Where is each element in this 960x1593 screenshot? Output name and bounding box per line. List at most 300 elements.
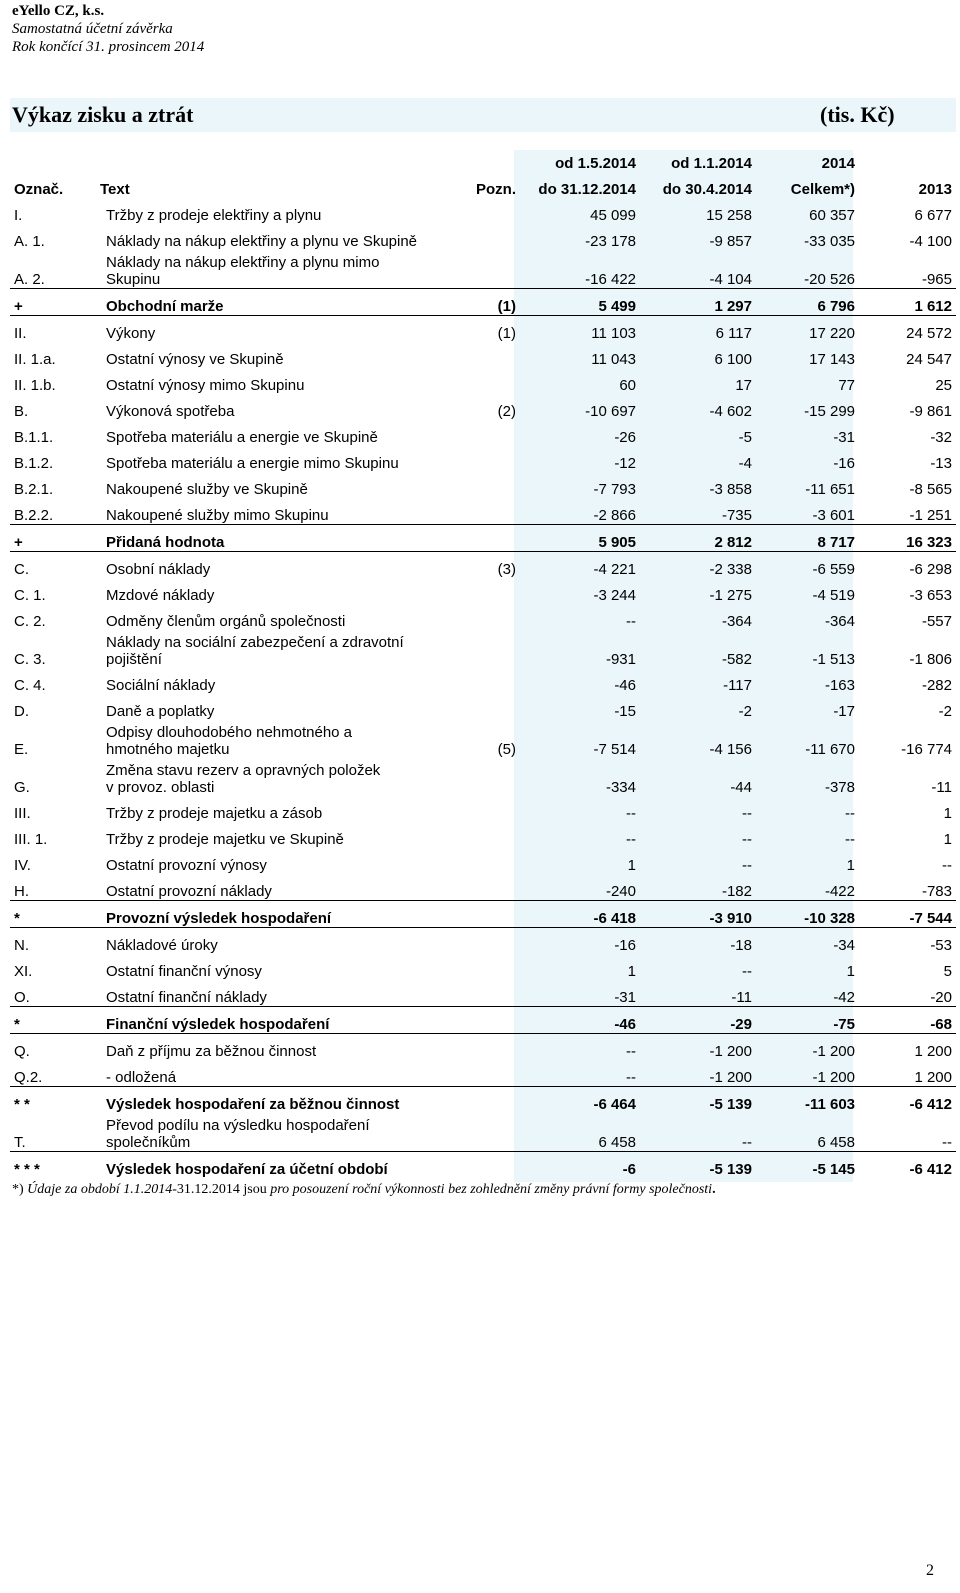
table-row xyxy=(10,1152,956,1179)
row-code: B. xyxy=(14,403,29,420)
row-text: Tržby z prodeje majetku a zásob xyxy=(106,805,323,822)
value-period1: -6 464 xyxy=(520,1087,640,1114)
row-note xyxy=(442,368,520,394)
value-2013: -7 544 xyxy=(859,901,956,928)
value-period1: 60 xyxy=(619,377,636,394)
value-period1: 11 043 xyxy=(591,351,636,368)
row-text: Sociální náklady xyxy=(106,677,216,694)
row-code: + xyxy=(10,525,96,552)
table-row xyxy=(10,1034,956,1061)
value-period1: 1 xyxy=(627,963,636,980)
row-text-line1: Náklady na nákup elektřiny a plynu mimo xyxy=(106,254,380,271)
row-text: Spotřeba materiálu a energie ve Skupině xyxy=(106,429,378,446)
row-code: * xyxy=(10,901,96,928)
row-text-line2: společníkům xyxy=(106,1134,191,1151)
row-code: H. xyxy=(14,883,29,900)
row-note xyxy=(442,342,520,368)
value-total-2014: 17 220 xyxy=(756,316,859,343)
row-code: B.2.2. xyxy=(14,507,54,524)
value-2013: 1 612 xyxy=(859,289,956,316)
row-code: E. xyxy=(14,741,29,758)
row-text: Mzdové náklady xyxy=(106,587,215,604)
row-code: B.2.1. xyxy=(14,481,54,498)
value-period1: -- xyxy=(626,831,636,848)
value-period2: -1 200 xyxy=(640,1034,756,1061)
value-period1: -931 xyxy=(605,651,636,668)
value-2013: 16 323 xyxy=(859,525,956,552)
row-code: Q.2. xyxy=(14,1069,43,1086)
value-period2: -1 275 xyxy=(709,587,752,604)
row-text: Finanční výsledek hospodaření xyxy=(96,1007,442,1034)
table-row xyxy=(10,1060,956,1087)
row-text: Daně a poplatky xyxy=(106,703,215,720)
value-period1: -12 xyxy=(614,455,636,472)
row-text-line1: Odpisy dlouhodobého nehmotného a xyxy=(106,724,353,741)
row-code: G. xyxy=(14,779,30,796)
value-period2: -1 200 xyxy=(709,1069,752,1086)
value-total-2014: -163 xyxy=(824,677,855,694)
value-2013: -6 412 xyxy=(859,1087,956,1114)
value-total-2014: -75 xyxy=(756,1007,859,1034)
value-period1: -4 221 xyxy=(520,552,640,579)
value-total-2014: 1 xyxy=(846,963,855,980)
value-period2: -- xyxy=(742,963,752,980)
row-code: D. xyxy=(14,703,29,720)
table-row xyxy=(10,446,956,472)
row-note xyxy=(442,250,520,289)
value-total-2014: -4 519 xyxy=(812,587,855,604)
row-text-line1: Převod podílu na výsledku hospodaření xyxy=(106,1117,370,1134)
row-code: B.1.1. xyxy=(14,429,54,446)
row-note: (3) xyxy=(442,552,520,579)
footnote-part3: pro posouzení roční výkonnosti bez zohlednění změny právní formy společnosti xyxy=(266,1182,713,1197)
row-text: Obchodní marže xyxy=(96,289,442,316)
table-row xyxy=(10,368,956,394)
row-text-line2: v provoz. oblasti xyxy=(106,779,215,796)
row-text-line1: Změna stavu rezerv a opravných položek xyxy=(106,762,381,779)
table-row xyxy=(10,498,956,525)
value-period2: 1 297 xyxy=(640,289,756,316)
row-code: III. 1. xyxy=(14,831,48,848)
value-total-2014: 6 796 xyxy=(756,289,859,316)
row-note xyxy=(442,1113,520,1152)
table-row xyxy=(10,822,956,848)
table-row xyxy=(10,224,956,250)
value-period1: -15 xyxy=(614,703,636,720)
value-2013: -6 412 xyxy=(859,1152,956,1179)
table-row xyxy=(10,472,956,498)
value-total-2014: -378 xyxy=(824,779,855,796)
value-period1: 45 099 xyxy=(590,207,636,224)
value-total-2014: 77 xyxy=(838,377,855,394)
row-note xyxy=(442,630,520,668)
row-text xyxy=(96,630,442,668)
value-period2: -2 338 xyxy=(640,552,756,579)
row-code: III. xyxy=(14,805,31,822)
column-header-row xyxy=(10,172,956,198)
row-note xyxy=(442,1087,520,1114)
page-number: 2 xyxy=(926,1562,934,1579)
table-row xyxy=(10,848,956,874)
row-text-line1: Náklady na sociální zabezpečení a zdravotní xyxy=(106,634,404,651)
row-text: Náklady na nákup elektřiny a plynu ve Skupině xyxy=(106,233,418,250)
value-period2: -- xyxy=(742,1134,752,1151)
value-period2: 15 258 xyxy=(706,207,752,224)
value-2013: -68 xyxy=(859,1007,956,1034)
value-2013: -32 xyxy=(930,429,952,446)
value-total-2014: -5 145 xyxy=(756,1152,859,1179)
row-text: Tržby z prodeje majetku ve Skupině xyxy=(106,831,344,848)
value-period2: -- xyxy=(742,805,752,822)
col-period2-top: od 1.1.2014 xyxy=(671,155,752,172)
row-note xyxy=(442,796,520,822)
value-total-2014: -364 xyxy=(824,613,855,630)
row-text: Tržby z prodeje elektřiny a plynu xyxy=(106,207,322,224)
row-code: II. 1.b. xyxy=(14,377,56,394)
value-period1: -- xyxy=(626,1069,636,1086)
value-2013: -4 100 xyxy=(909,233,952,250)
table-row xyxy=(10,980,956,1007)
value-period1: -6 xyxy=(520,1152,640,1179)
value-period1: -2 866 xyxy=(593,507,636,524)
col-total-top: 2014 xyxy=(821,155,855,172)
row-text-line2: hmotného majetku xyxy=(106,741,230,758)
col-period1-bottom: do 31.12.2014 xyxy=(538,181,636,198)
row-text: Ostatní finanční výnosy xyxy=(106,963,262,980)
col-oznac: Označ. xyxy=(14,181,64,198)
value-2013: 1 xyxy=(943,805,952,822)
row-text: Odměny členům orgánů společnosti xyxy=(106,613,346,630)
table-row xyxy=(10,552,956,579)
value-period2: -4 xyxy=(738,455,752,472)
row-code: * xyxy=(10,1007,96,1034)
value-total-2014: 17 143 xyxy=(809,351,855,368)
value-period1: -16 xyxy=(520,928,640,955)
value-period2: -5 xyxy=(738,429,752,446)
row-code: Q. xyxy=(10,1034,96,1061)
value-period1: -- xyxy=(626,613,636,630)
row-note xyxy=(442,822,520,848)
value-total-2014: -11 670 xyxy=(805,741,855,758)
value-period1: 1 xyxy=(627,857,636,874)
row-text xyxy=(96,1113,442,1152)
row-code: N. xyxy=(10,928,96,955)
col-2013: 2013 xyxy=(918,181,952,198)
value-period1: -23 178 xyxy=(585,233,636,250)
value-2013: -- xyxy=(942,1134,952,1151)
value-period1: -46 xyxy=(520,1007,640,1034)
row-note xyxy=(442,1152,520,1179)
row-note xyxy=(442,694,520,720)
col-pozn: Pozn. xyxy=(476,181,516,198)
value-period1: -10 697 xyxy=(585,403,636,420)
value-total-2014: -1 200 xyxy=(812,1069,855,1086)
value-total-2014: -33 035 xyxy=(804,233,855,250)
row-code: C. 2. xyxy=(14,613,46,630)
row-text: Nakoupené služby mimo Skupinu xyxy=(106,507,329,524)
row-text-line2: Skupinu xyxy=(106,271,161,288)
value-2013: 6 677 xyxy=(914,207,952,224)
row-text: Výsledek hospodaření za běžnou činnost xyxy=(96,1087,442,1114)
row-text: Výkonová spotřeba xyxy=(106,403,235,420)
value-total-2014: -15 299 xyxy=(804,403,855,420)
table-row xyxy=(10,316,956,343)
table-row xyxy=(10,250,956,289)
table-row xyxy=(10,342,956,368)
row-text: Provozní výsledek hospodaření xyxy=(96,901,442,928)
row-code: B.1.2. xyxy=(14,455,54,472)
table-row xyxy=(10,954,956,980)
value-2013: -783 xyxy=(921,883,952,900)
row-text-line2: pojištění xyxy=(106,651,162,668)
value-2013: 1 200 xyxy=(914,1069,952,1086)
value-period2: -364 xyxy=(721,613,752,630)
value-total-2014: 6 458 xyxy=(817,1134,855,1151)
table-row xyxy=(10,578,956,604)
value-total-2014: -- xyxy=(845,805,855,822)
value-2013: -6 298 xyxy=(859,552,956,579)
value-2013: 1 xyxy=(943,831,952,848)
col-period1-top: od 1.5.2014 xyxy=(555,155,636,172)
row-note xyxy=(442,1034,520,1061)
table-row xyxy=(10,874,956,901)
value-2013: -20 xyxy=(930,989,952,1006)
row-text xyxy=(96,758,442,796)
value-total-2014: -17 xyxy=(833,703,855,720)
company-name: eYello CZ, k.s. xyxy=(12,3,105,19)
table-row xyxy=(10,394,956,420)
value-period1: -334 xyxy=(605,779,636,796)
row-text: Daň z příjmu za běžnou činnost xyxy=(96,1034,442,1061)
table-row xyxy=(10,289,956,316)
value-period2: -5 139 xyxy=(640,1152,756,1179)
value-period1: -16 422 xyxy=(585,271,636,288)
value-2013: -557 xyxy=(921,613,952,630)
value-period2: 6 100 xyxy=(714,351,752,368)
row-note xyxy=(442,224,520,250)
row-note xyxy=(442,578,520,604)
value-total-2014: -42 xyxy=(833,989,855,1006)
row-text: Nákladové úroky xyxy=(96,928,442,955)
row-note xyxy=(442,848,520,874)
value-period1: 6 458 xyxy=(598,1134,636,1151)
unit-label: (tis. Kč) xyxy=(820,102,895,127)
value-period1: -- xyxy=(520,1034,640,1061)
row-note xyxy=(442,874,520,901)
row-note: (2) xyxy=(497,403,516,420)
value-total-2014: -3 601 xyxy=(812,507,855,524)
value-2013: 24 572 xyxy=(859,316,956,343)
row-text: Ostatní výnosy ve Skupině xyxy=(106,351,284,368)
col-period2-bottom: do 30.4.2014 xyxy=(662,181,752,198)
value-2013: -53 xyxy=(859,928,956,955)
row-text: Ostatní provozní náklady xyxy=(106,883,272,900)
table-row xyxy=(10,796,956,822)
row-text xyxy=(96,250,442,289)
value-period2: -4 156 xyxy=(709,741,752,758)
value-period2: -5 139 xyxy=(640,1087,756,1114)
table-row xyxy=(10,630,956,668)
value-period2: -117 xyxy=(723,677,752,694)
row-code: A. 1. xyxy=(14,233,45,250)
value-period1: 5 905 xyxy=(520,525,640,552)
row-text xyxy=(96,720,442,758)
value-total-2014: 60 357 xyxy=(809,207,855,224)
value-total-2014: 8 717 xyxy=(756,525,859,552)
row-note xyxy=(442,525,520,552)
income-statement-table xyxy=(10,150,956,1178)
value-total-2014: -1 200 xyxy=(756,1034,859,1061)
row-note xyxy=(442,198,520,224)
value-period1: -- xyxy=(626,805,636,822)
value-total-2014: -1 513 xyxy=(812,651,855,668)
value-2013: 24 547 xyxy=(906,351,952,368)
footnote-part1: Údaje za období 1.1.2014 xyxy=(27,1182,173,1197)
report-name: Samostatná účetní závěrka xyxy=(12,21,173,37)
row-note xyxy=(442,954,520,980)
value-total-2014: -10 328 xyxy=(756,901,859,928)
row-code: C. xyxy=(10,552,96,579)
row-text: Přidaná hodnota xyxy=(96,525,442,552)
row-code: O. xyxy=(14,989,30,1006)
value-2013: -2 xyxy=(938,703,952,720)
column-header-row-top xyxy=(10,150,956,172)
row-text: Spotřeba materiálu a energie mimo Skupinu xyxy=(106,455,399,472)
row-note xyxy=(442,668,520,694)
row-text: Výkony xyxy=(96,316,442,343)
row-code: IV. xyxy=(14,857,31,874)
value-total-2014: -6 559 xyxy=(756,552,859,579)
value-2013: -965 xyxy=(921,271,952,288)
table-row xyxy=(10,1113,956,1152)
value-period2: -3 858 xyxy=(709,481,752,498)
value-2013: -1 251 xyxy=(909,507,952,524)
row-note xyxy=(442,758,520,796)
value-total-2014: -34 xyxy=(756,928,859,955)
row-code: * * * xyxy=(10,1152,96,1179)
col-total-bottom: Celkem*) xyxy=(790,181,855,198)
row-code: + xyxy=(10,289,96,316)
footnote xyxy=(12,1182,716,1198)
row-note xyxy=(442,446,520,472)
row-note xyxy=(442,604,520,630)
table-row xyxy=(10,420,956,446)
value-period2: -4 104 xyxy=(709,271,752,288)
value-period2: -182 xyxy=(721,883,752,900)
value-period1: -6 418 xyxy=(520,901,640,928)
value-period1: -31 xyxy=(614,989,636,1006)
row-text: Ostatní provozní výnosy xyxy=(106,857,267,874)
value-2013: -3 653 xyxy=(909,587,952,604)
footnote-mark: *) xyxy=(12,1182,28,1197)
value-2013: -11 xyxy=(931,779,952,796)
value-period2: -582 xyxy=(721,651,752,668)
row-note: (1) xyxy=(442,289,520,316)
table-row xyxy=(10,604,956,630)
value-period1: -240 xyxy=(605,883,636,900)
row-code: II. 1.a. xyxy=(14,351,56,368)
row-note xyxy=(442,1007,520,1034)
table-row xyxy=(10,525,956,552)
value-period2: -9 857 xyxy=(709,233,752,250)
value-period2: -3 910 xyxy=(640,901,756,928)
value-period1: -7 514 xyxy=(593,741,636,758)
value-period1: 11 103 xyxy=(520,316,640,343)
row-code: II. xyxy=(10,316,96,343)
row-note xyxy=(442,928,520,955)
value-2013: 1 200 xyxy=(859,1034,956,1061)
row-note xyxy=(442,980,520,1007)
value-2013: 5 xyxy=(943,963,952,980)
row-code: * * xyxy=(10,1087,96,1114)
row-note xyxy=(442,1060,520,1087)
value-2013: 25 xyxy=(935,377,952,394)
value-total-2014: -11 603 xyxy=(756,1087,859,1114)
value-period2: 2 812 xyxy=(640,525,756,552)
table-row xyxy=(10,1087,956,1114)
row-text: Ostatní výnosy mimo Skupinu xyxy=(106,377,305,394)
value-total-2014: -422 xyxy=(824,883,855,900)
value-2013: -282 xyxy=(921,677,952,694)
table-row xyxy=(10,720,956,758)
value-total-2014: -20 526 xyxy=(804,271,855,288)
row-note xyxy=(442,472,520,498)
value-total-2014: -16 xyxy=(833,455,855,472)
value-period2: 6 117 xyxy=(640,316,756,343)
value-period1: -46 xyxy=(614,677,636,694)
value-period2: -11 xyxy=(731,989,752,1006)
table-row xyxy=(10,668,956,694)
row-code: C. 1. xyxy=(14,587,46,604)
value-period2: -- xyxy=(742,857,752,874)
footnote-end: . xyxy=(712,1182,716,1197)
value-period2: -29 xyxy=(640,1007,756,1034)
value-period2: -18 xyxy=(640,928,756,955)
row-code: A. 2. xyxy=(14,271,45,288)
value-period2: -- xyxy=(742,831,752,848)
row-code: I. xyxy=(14,207,23,224)
row-text: Ostatní finanční náklady xyxy=(106,989,267,1006)
table-row xyxy=(10,928,956,955)
value-total-2014: -- xyxy=(845,831,855,848)
value-2013: -16 774 xyxy=(901,741,952,758)
col-text: Text xyxy=(100,181,130,198)
row-note xyxy=(442,901,520,928)
value-period2: -2 xyxy=(738,703,752,720)
row-note xyxy=(442,420,520,446)
value-period1: 5 499 xyxy=(520,289,640,316)
value-period2: 17 xyxy=(735,377,752,394)
table-row xyxy=(10,1007,956,1034)
row-note: (5) xyxy=(497,741,516,758)
report-period: Rok končící 31. prosincem 2014 xyxy=(12,39,205,55)
table-row xyxy=(10,758,956,796)
value-total-2014: -11 651 xyxy=(805,481,855,498)
value-2013: -13 xyxy=(930,455,952,472)
row-code: T. xyxy=(14,1134,26,1151)
row-text: - odložená xyxy=(106,1069,177,1086)
value-period1: -7 793 xyxy=(593,481,636,498)
value-period2: -735 xyxy=(721,507,752,524)
table-row xyxy=(10,694,956,720)
row-note xyxy=(442,498,520,525)
table-row xyxy=(10,901,956,928)
value-2013: -9 861 xyxy=(909,403,952,420)
row-code: C. 3. xyxy=(14,651,46,668)
value-period1: -26 xyxy=(614,429,636,446)
value-period1: -3 244 xyxy=(593,587,636,604)
row-code: C. 4. xyxy=(14,677,46,694)
